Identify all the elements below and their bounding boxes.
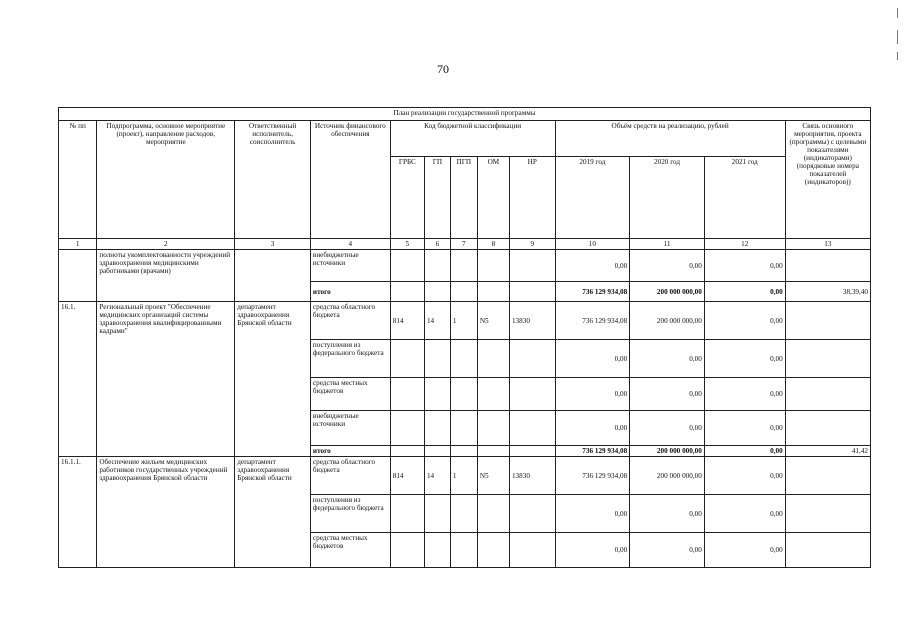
header-gp: ГП <box>424 157 450 239</box>
responsible-executor: департамент здравоохранения Брянской области <box>235 302 311 457</box>
grbs-cell: 814 <box>390 457 424 495</box>
scan-edge-mark <box>897 30 898 44</box>
gp-cell: 14 <box>424 457 450 495</box>
value-2021: 0,00 <box>704 533 785 568</box>
value-2019: 736 129 934,08 <box>555 302 630 340</box>
col-number: 4 <box>310 239 390 250</box>
om-cell: N5 <box>477 457 509 495</box>
source-total: итого <box>310 282 390 302</box>
value-2019: 736 129 934,08 <box>555 282 630 302</box>
activity-name: Обеспечение жильем медицинских работников государственных учреждений здравоохранения Брянской области <box>97 457 235 568</box>
row-number: 16.1.1. <box>59 457 97 568</box>
header-2019: 2019 год <box>555 157 630 239</box>
value-2021: 0,00 <box>704 457 785 495</box>
activity-name: Региональный проект "Обеспечение медицинских организаций системы здравоохранения квалифицированными кадрами" <box>97 302 235 457</box>
value-2020: 0,00 <box>630 378 705 411</box>
link-cell: 41,42 <box>785 446 870 457</box>
source-cell: поступления из федерального бюджета <box>310 495 390 533</box>
source-cell: средства местных бюджетов <box>310 533 390 568</box>
value-2020: 200 000 000,00 <box>630 302 705 340</box>
col-number: 3 <box>235 239 311 250</box>
value-2020: 0,00 <box>630 250 705 282</box>
nr-cell: 13830 <box>509 302 555 340</box>
gp-cell: 14 <box>424 302 450 340</box>
value-2021: 0,00 <box>704 250 785 282</box>
value-2021: 0,00 <box>704 446 785 457</box>
pgp-cell: 1 <box>450 457 477 495</box>
nr-cell: 13830 <box>509 457 555 495</box>
page-number: 70 <box>437 62 449 76</box>
link-cell <box>785 495 870 533</box>
value-2019: 0,00 <box>555 495 630 533</box>
row-number: 16.1. <box>59 302 97 457</box>
continuation-name: полноты укомплектованности учреждений здравоохранения медицинскими работниками (врачами) <box>97 250 235 302</box>
header-source: Источник финансового обеспечения <box>310 121 390 239</box>
header-2020: 2020 год <box>630 157 705 239</box>
col-number: 1 <box>59 239 97 250</box>
value-2019: 0,00 <box>555 533 630 568</box>
value-2019: 0,00 <box>555 250 630 282</box>
value-2019: 736 129 934,08 <box>555 457 630 495</box>
header-grbs: ГРБС <box>390 157 424 239</box>
responsible-executor: департамент здравоохранения Брянской области <box>235 457 311 568</box>
col-number: 2 <box>97 239 235 250</box>
link-cell <box>785 378 870 411</box>
source-total: итого <box>310 446 390 457</box>
source-cell: средства местных бюджетов <box>310 378 390 411</box>
table-title: План реализации государственной программы <box>59 108 871 121</box>
value-2019: 0,00 <box>555 378 630 411</box>
value-2019: 736 129 934,08 <box>555 446 630 457</box>
col-number: 11 <box>630 239 705 250</box>
value-2021: 0,00 <box>704 411 785 446</box>
col-number: 12 <box>704 239 785 250</box>
link-cell: 38,39,40 <box>785 282 870 302</box>
link-cell <box>785 302 870 340</box>
source-cell: средства областного бюджета <box>310 302 390 340</box>
link-cell <box>785 533 870 568</box>
value-2020: 200 000 000,00 <box>630 446 705 457</box>
scan-edge-mark <box>897 8 898 18</box>
program-plan-table <box>58 107 871 568</box>
value-2019: 0,00 <box>555 340 630 378</box>
value-2020: 0,00 <box>630 533 705 568</box>
header-responsible: Ответственный исполнитель, соисполнитель <box>235 121 311 239</box>
header-subprogram: Подпрограмма, основное мероприятие (проект), направление расходов, мероприятие <box>97 121 235 239</box>
value-2020: 0,00 <box>630 495 705 533</box>
source-cell: внебюджетные источники <box>310 411 390 446</box>
grbs-cell: 814 <box>390 302 424 340</box>
value-2021: 0,00 <box>704 282 785 302</box>
col-number: 5 <box>390 239 424 250</box>
pgp-cell: 1 <box>450 302 477 340</box>
link-cell <box>785 457 870 495</box>
header-budget-code: Код бюджетной классификации <box>390 121 555 157</box>
col-number: 6 <box>424 239 450 250</box>
value-2019: 0,00 <box>555 411 630 446</box>
value-2021: 0,00 <box>704 495 785 533</box>
value-2020: 200 000 000,00 <box>630 457 705 495</box>
value-2021: 0,00 <box>704 378 785 411</box>
header-num: № пп <box>59 121 97 239</box>
source-cell: поступления из федерального бюджета <box>310 340 390 378</box>
header-2021: 2021 год <box>704 157 785 239</box>
continuation-num <box>59 250 97 302</box>
col-number: 13 <box>785 239 870 250</box>
source-cell: средства областного бюджета <box>310 457 390 495</box>
value-2020: 0,00 <box>630 411 705 446</box>
value-2021: 0,00 <box>704 340 785 378</box>
link-cell <box>785 411 870 446</box>
source-cell: внебюджетные источники <box>310 250 390 282</box>
header-link: Связь основного мероприятия, проекта (программы) с целевыми показателями (индикаторами) (порядковые номера показателей (индикаторов)) <box>785 121 870 239</box>
col-number: 9 <box>509 239 555 250</box>
om-cell: N5 <box>477 302 509 340</box>
scan-edge-mark <box>897 52 898 60</box>
value-2020: 200 000 000,00 <box>630 282 705 302</box>
header-om: ОМ <box>477 157 509 239</box>
link-cell <box>785 340 870 378</box>
col-number: 8 <box>477 239 509 250</box>
value-2021: 0,00 <box>704 302 785 340</box>
continuation-responsible <box>235 250 311 302</box>
header-nr: НР <box>509 157 555 239</box>
header-pgp: ПГП <box>450 157 477 239</box>
link-cell <box>785 250 870 282</box>
col-number: 10 <box>555 239 630 250</box>
header-volume: Объём средств на реализацию, рублей <box>555 121 785 157</box>
col-number: 7 <box>450 239 477 250</box>
value-2020: 0,00 <box>630 340 705 378</box>
